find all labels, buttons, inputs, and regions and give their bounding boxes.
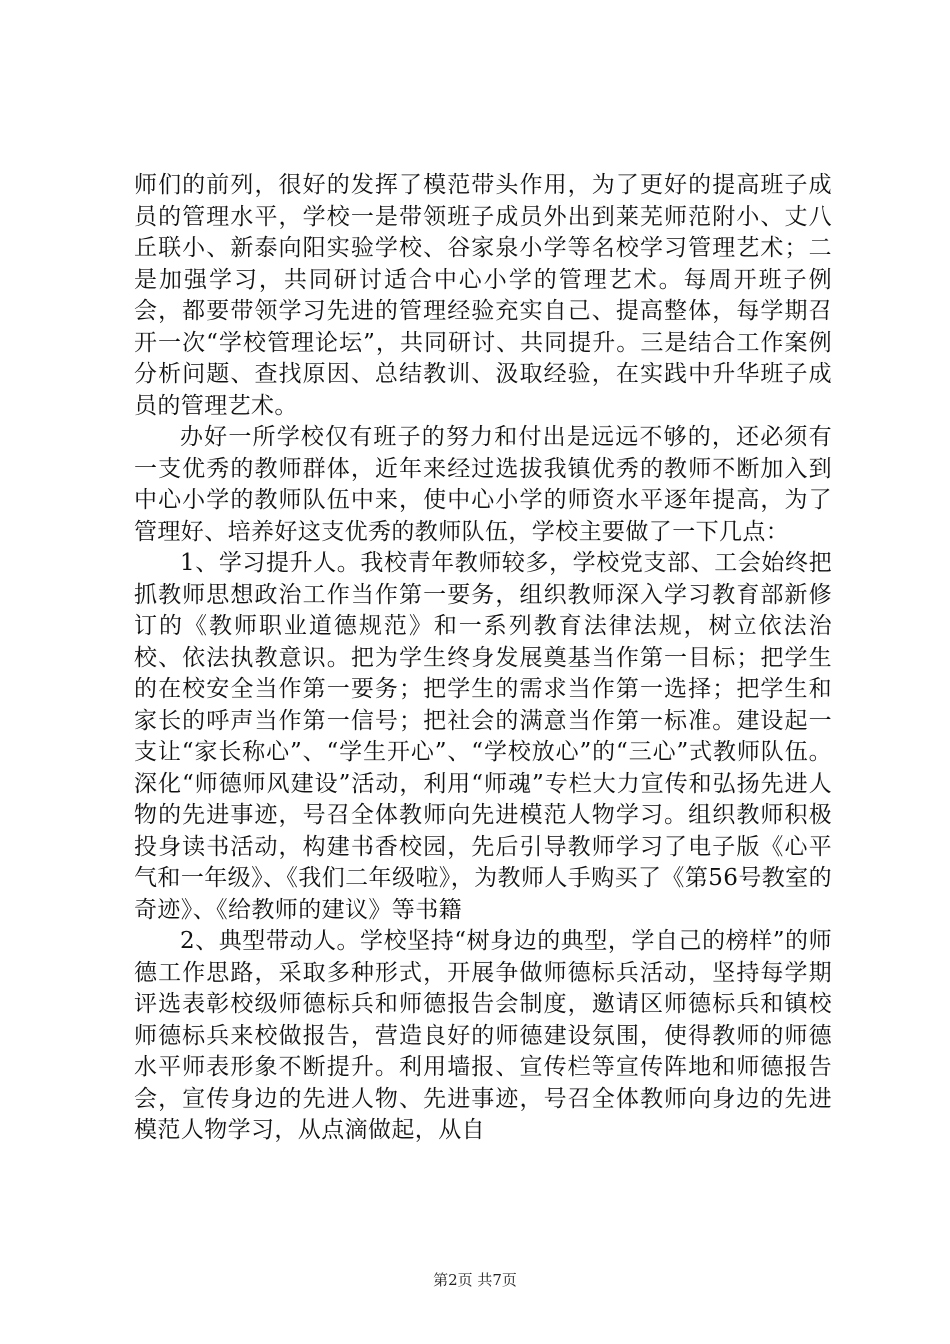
paragraph-2: 办好一所学校仅有班子的努力和付出是远远不够的，还必须有一支优秀的教师群体，近年来经过选拔我镇优秀的教师不断加入到中心小学的教师队伍中来，使中心小学的师资水平逐年提高，为了管理好、培养好这支优秀的教师队伍，学校主要做了一下几点：: [134, 424, 832, 545]
paragraph-1: 师们的前列，很好的发挥了模范带头作用，为了更好的提高班子成员的管理水平，学校一是带领班子成员外出到莱芜师范附小、丈八丘联小、新泰向阳实验学校、谷家泉小学等名校学习管理艺术；二是加强学习，共同研讨适合中心小学的管理艺术。每周开班子例会，都要带领学习先进的管理经验充实自己、提高整体，每学期召开一次“学校管理论坛”，共同研讨、共同提升。三是结合工作案例分析问题、查找原因、总结教训、汲取经验，在实践中升华班子成员的管理艺术。: [134, 172, 832, 419]
document-body: [134, 170, 832, 1147]
paragraph-3: 1、学习提升人。我校青年教师较多，学校党支部、工会始终把抓教师思想政治工作当作第一要务，组织教师深入学习教育部新修订的《教师职业道德规范》和一系列教育法律法规，树立依法治校、依法执教意识。把为学生终身发展奠基当作第一目标；把学生的在校安全当作第一要务；把学生的需求当作第一选择；把学生和家长的呼声当作第一信号；把社会的满意当作第一标准。建设起一支让“家长称心”、“学生开心”、“学校放心”的“三心”式教师队伍。深化“师德师风建设”活动，利用“师魂”专栏大力宣传和弘扬先进人物的先进事迹，号召全体教师向先进模范人物学习。组织教师积极投身读书活动，构建书香校园，先后引导教师学习了电子版《心平气和一年级》、《我们二年级啦》，为教师人手购买了《第56号教室的奇迹》、《给教师的建议》等书籍: [134, 550, 832, 923]
paragraph-4: 2、典型带动人。学校坚持“树身边的典型，学自己的榜样”的师德工作思路，采取多种形式，开展争做师德标兵活动，坚持每学期评选表彰校级师德标兵和师德报告会制度，邀请区师德标兵和镇校师德标兵来校做报告，营造良好的师德建设氛围，使得教师的师德水平师表形象不断提升。利用墙报、宣传栏等宣传阵地和师德报告会，宣传身边的先进人物、先进事迹，号召全体教师向身边的先进模范人物学习，从点滴做起，从自: [134, 928, 832, 1143]
page-number-footer: 第2页 共7页: [433, 1271, 517, 1289]
